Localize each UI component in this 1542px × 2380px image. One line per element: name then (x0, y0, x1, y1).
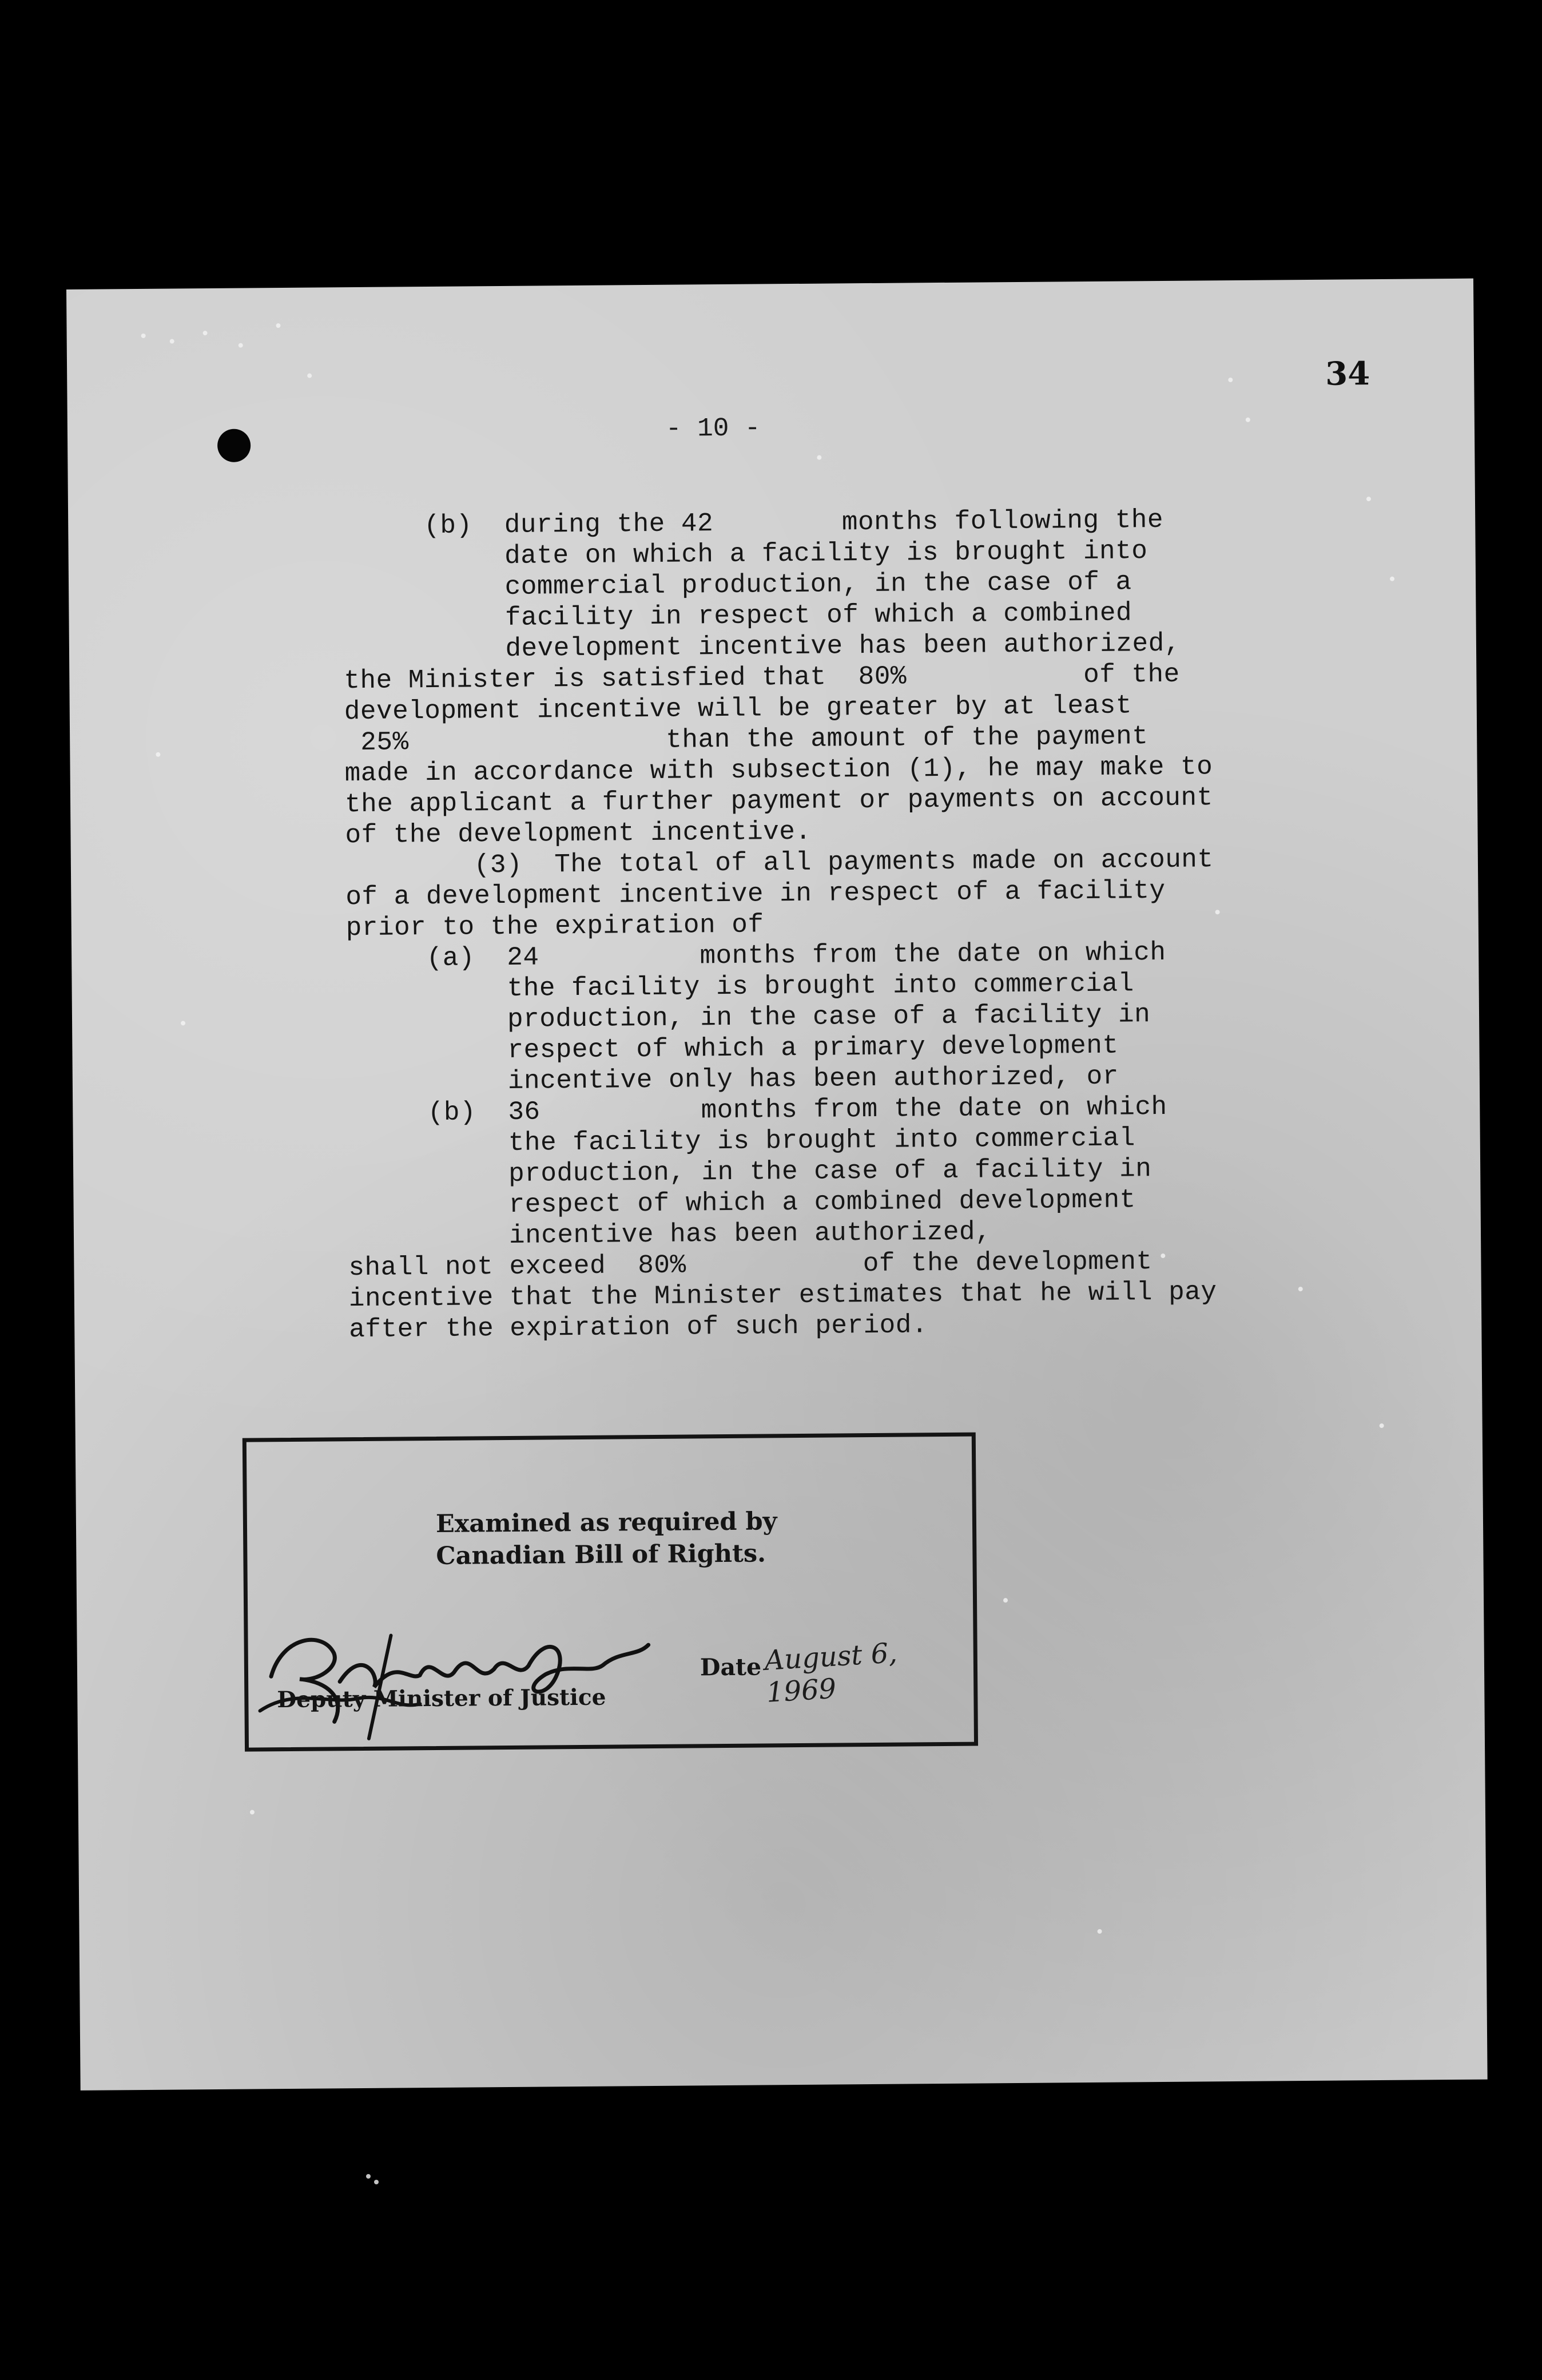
speck (1380, 1423, 1384, 1428)
body-line: (b) 36 months from the date on which (347, 1092, 1167, 1129)
stamp-title-line: Canadian Bill of Rights. (436, 1539, 766, 1570)
body-line: incentive that the Minister estimates that he will pay (348, 1277, 1217, 1314)
body-line: made in accordance with subsection (1), he may make to (344, 752, 1213, 789)
speck (203, 331, 208, 335)
body-line: date on which a facility is brought into (424, 536, 1148, 572)
speck (170, 339, 174, 344)
stamp-title (436, 1505, 777, 1572)
handwritten-signature (248, 1611, 683, 1746)
document-sheet (66, 279, 1488, 2091)
body-line: development incentive has been authorized, (424, 628, 1181, 665)
stamp-title-line: Examined as required by (435, 1507, 777, 1538)
speck (181, 1021, 185, 1025)
body-line: of the development incentive. (345, 816, 812, 851)
speck (307, 374, 312, 378)
speck (1390, 577, 1394, 581)
body-line: incentive only has been authorized, or (347, 1061, 1119, 1098)
speck (1246, 418, 1250, 422)
body-line: respect of which a combined development (348, 1185, 1136, 1221)
page-header: - 10 - (665, 413, 761, 444)
body-line: facility in respect of which a combined (424, 598, 1132, 634)
speck (1366, 497, 1371, 501)
body-line: production, in the case of a facility in (347, 1154, 1152, 1191)
speck (141, 334, 146, 338)
body-line: (3) The total of all payments made on account (345, 844, 1214, 882)
speck (1003, 1598, 1008, 1602)
body-line: 25% than the amount of the payment (344, 721, 1148, 758)
body-line: production, in the case of a facility in (346, 999, 1151, 1036)
speck (1161, 1254, 1165, 1258)
body-line: after the expiration of such period. (349, 1310, 928, 1345)
body-line: (a) 24 months from the date on which (346, 937, 1166, 974)
stamp-date-value: August 6, 1969 (763, 1637, 899, 1709)
body-line: development incentive will be greater by at least (344, 691, 1132, 727)
stamp-minister-label: Deputy Minister of Justice (277, 1684, 606, 1713)
speck (250, 1810, 255, 1814)
speck (1298, 1287, 1303, 1291)
speck (817, 455, 821, 460)
body-line: commercial production, in the case of a (424, 567, 1132, 603)
speck (366, 2174, 371, 2179)
body-line: (b) during the 42 months following the (424, 505, 1164, 541)
body-line: incentive has been authorized, (348, 1217, 992, 1252)
punch-hole (217, 429, 251, 462)
body-line: the applicant a further payment or payments on account (344, 783, 1213, 820)
page-number: 34 (1325, 355, 1370, 393)
speck (239, 343, 243, 348)
body-line: the facility is brought into commercial (347, 1123, 1136, 1160)
speck (156, 752, 160, 757)
speck (1098, 1929, 1102, 1934)
speck (276, 323, 280, 328)
speck (1215, 910, 1220, 914)
body-line: the Minister is satisfied that 80% of the (344, 659, 1180, 696)
body-line: prior to the expiration of (345, 910, 764, 943)
speck (1228, 378, 1233, 382)
rights-stamp (243, 1433, 978, 1752)
body-line: the facility is brought into commercial (346, 969, 1134, 1005)
body-line: of a development incentive in respect of a facility (345, 875, 1166, 913)
body-line: shall not exceed 80% of the development (348, 1247, 1152, 1283)
speck (374, 2180, 379, 2184)
body-line: respect of which a primary development (347, 1030, 1119, 1067)
stamp-date-label: Date (700, 1653, 762, 1681)
